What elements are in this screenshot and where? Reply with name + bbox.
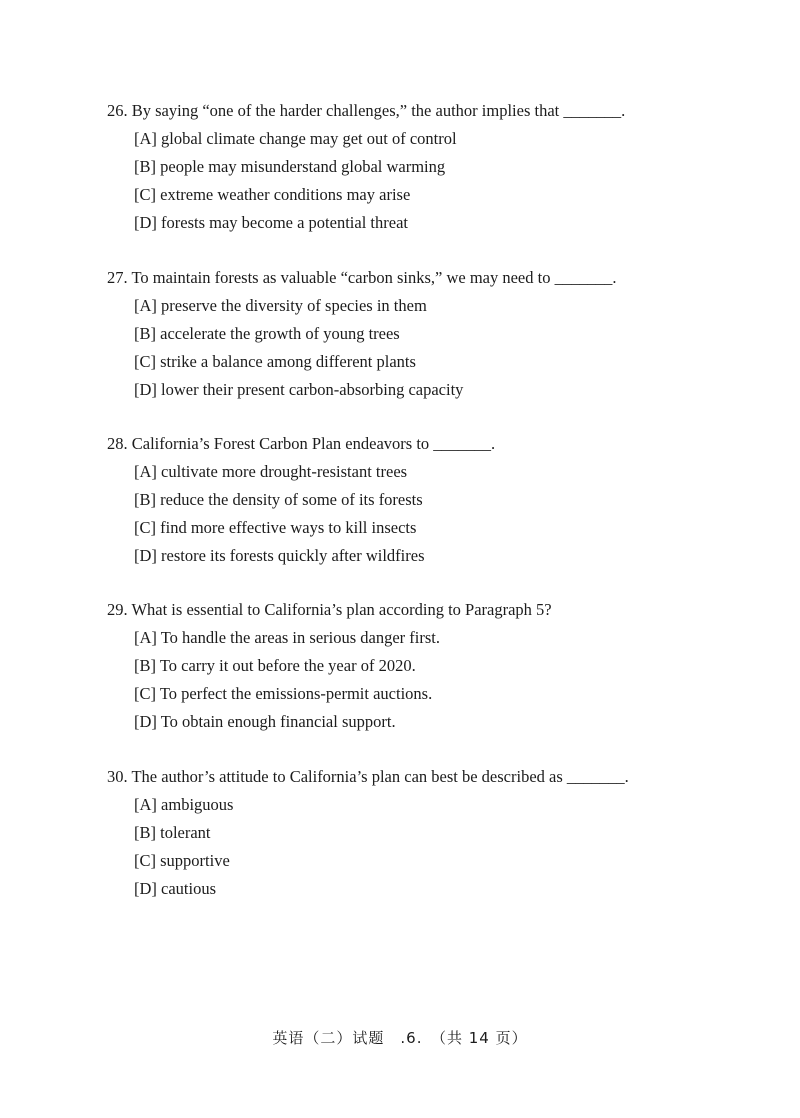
option-d: [D] cautious — [134, 879, 217, 898]
question-stem: 29. What is essential to California’s plan according to Paragraph 5? — [107, 600, 552, 619]
option-c: [C] find more effective ways to kill insects — [134, 518, 417, 537]
option-d: [D] restore its forests quickly after wildfires — [134, 546, 425, 565]
question-27 — [107, 267, 747, 401]
question-stem: 26. By saying “one of the harder challenges,” the author implies that _______. — [107, 101, 626, 120]
option-list — [134, 295, 747, 401]
option-d: [D] forests may become a potential threat — [134, 213, 408, 232]
option-c: [C] strike a balance among different plants — [134, 352, 416, 371]
question-26 — [107, 100, 747, 234]
option-a: [A] To handle the areas in serious danger first. — [134, 628, 440, 647]
option-b: [B] reduce the density of some of its forests — [134, 490, 423, 509]
option-b: [B] To carry it out before the year of 2020. — [134, 656, 416, 675]
question-stem: 28. California’s Forest Carbon Plan endeavors to _______. — [107, 434, 496, 453]
option-a: [A] cultivate more drought-resistant trees — [134, 462, 408, 481]
option-a: [A] preserve the diversity of species in them — [134, 296, 427, 315]
option-list — [134, 794, 747, 900]
page-footer: 英语（二）试题 .6. （共 14 页） — [272, 1029, 528, 1047]
option-c: [C] To perfect the emissions-permit auctions. — [134, 684, 433, 703]
option-b: [B] accelerate the growth of young trees — [134, 324, 400, 343]
option-list — [134, 461, 747, 567]
option-a: [A] ambiguous — [134, 795, 234, 814]
option-b: [B] tolerant — [134, 823, 211, 842]
question-30 — [107, 766, 747, 900]
option-list — [134, 627, 747, 733]
question-stem: 30. The author’s attitude to California’s plan can best be described as _______. — [107, 767, 629, 786]
question-28 — [107, 433, 747, 567]
option-b: [B] people may misunderstand global warming — [134, 157, 446, 176]
question-stem: 27. To maintain forests as valuable “carbon sinks,” we may need to _______. — [107, 268, 617, 287]
option-d: [D] To obtain enough financial support. — [134, 712, 396, 731]
question-29 — [107, 599, 747, 733]
option-a: [A] global climate change may get out of control — [134, 129, 457, 148]
option-list — [134, 128, 747, 234]
option-d: [D] lower their present carbon-absorbing capacity — [134, 380, 464, 399]
option-c: [C] supportive — [134, 851, 230, 870]
option-c: [C] extreme weather conditions may arise — [134, 185, 411, 204]
